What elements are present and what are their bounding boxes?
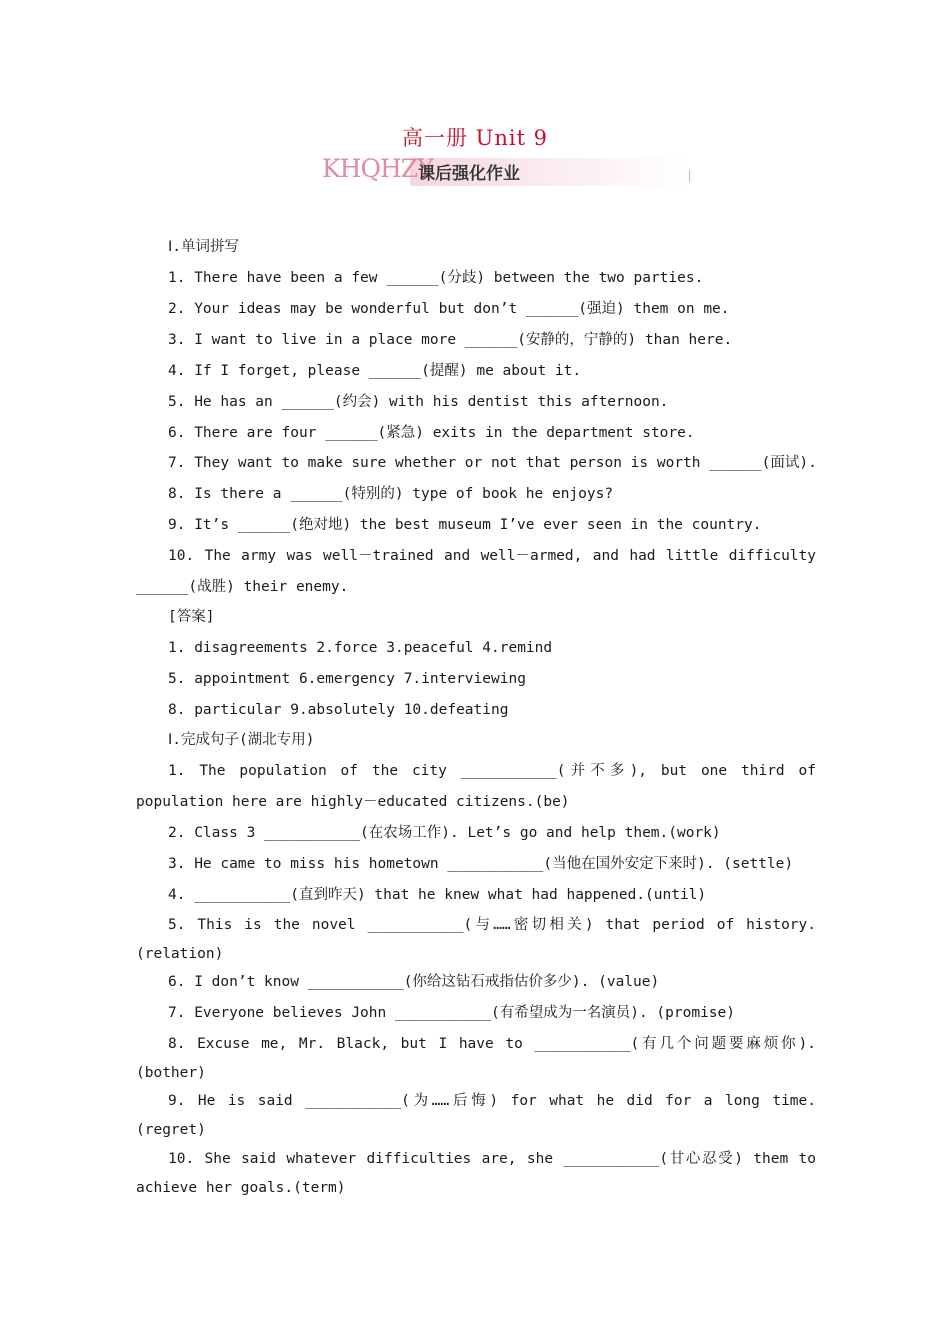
question-item: 6. I don’t know ___________(你给这钻石戒指估价多少). (value) [168,974,660,990]
answer-heading: [答案] [168,609,215,625]
question-item: 1. The population of the city ___________(并不多), but one third of [168,763,816,779]
question-item: 6. There are four ______(紧急) exits in the department store. [168,425,695,441]
page-title: 高一册 Unit 9 [401,126,549,150]
question-item: 8. Excuse me, Mr. Black, but I have to ___________(有几个问题要麻烦你). [168,1036,816,1052]
banner-divider [689,170,690,182]
question-item: 3. I want to live in a place more ______(安静的，宁静的) than here. [168,332,733,348]
question-item: 2. Your ideas may be wonderful but don’t ______(强迫) them on me. [168,301,730,317]
banner-text: 课后强化作业 [418,164,520,184]
question-item: 9. He is said ___________(为……后悔) for what he did for a long time. [168,1093,816,1109]
question-item: 10. She said whatever difficulties are, she ___________(甘心忍受) them to [168,1151,816,1167]
section-heading: Ⅰ.单词拼写 [168,239,240,255]
homework-banner [322,154,694,190]
section-heading: Ⅰ.完成句子(湖北专用) [168,732,315,748]
answer-line: 5. appointment 6.emergency 7.interviewing [168,671,526,687]
question-item: 1. There have been a few ______(分歧) between the two parties. [168,270,704,286]
question-item: 7. Everyone believes John ___________(有希望成为一名演员). (promise) [168,1005,735,1021]
question-item-continued: achieve her goals.(term) [136,1180,346,1196]
question-item: 5. He has an ______(约会) with his dentist this afternoon. [168,394,669,410]
question-item: 3. He came to miss his hometown ___________(当他在国外安定下来时). (settle) [168,856,794,872]
banner-logo: KHQHZY [322,154,433,183]
question-item-continued: population here are highly－educated citizens.(be) [136,794,570,810]
question-item: 4. If I forget, please ______(提醒) me about it. [168,363,582,379]
question-item-continued: (bother) [136,1065,206,1081]
question-item: 8. Is there a ______(特别的) type of book he enjoys? [168,486,614,502]
question-item: 7. They want to make sure whether or not that person is worth ______(面试). [168,455,817,471]
question-item: 4. ___________(直到昨天) that he knew what had happened.(until) [168,887,707,903]
question-item-continued: (relation) [136,946,224,962]
question-item: 5. This is the novel ___________(与……密切相关) that period of history. [168,917,816,933]
question-item-continued: ______(战胜) their enemy. [136,579,349,595]
answer-line: 1. disagreements 2.force 3.peaceful 4.remind [168,640,553,656]
question-item: 10. The army was well－trained and well－armed, and had little difficulty [168,548,816,564]
question-item: 9. It’s ______(绝对地) the best museum I’ve ever seen in the country. [168,517,762,533]
question-item: 2. Class 3 ___________(在农场工作). Let’s go and help them.(work) [168,825,721,841]
question-item-continued: (regret) [136,1122,206,1138]
answer-line: 8. particular 9.absolutely 10.defeating [168,702,509,718]
